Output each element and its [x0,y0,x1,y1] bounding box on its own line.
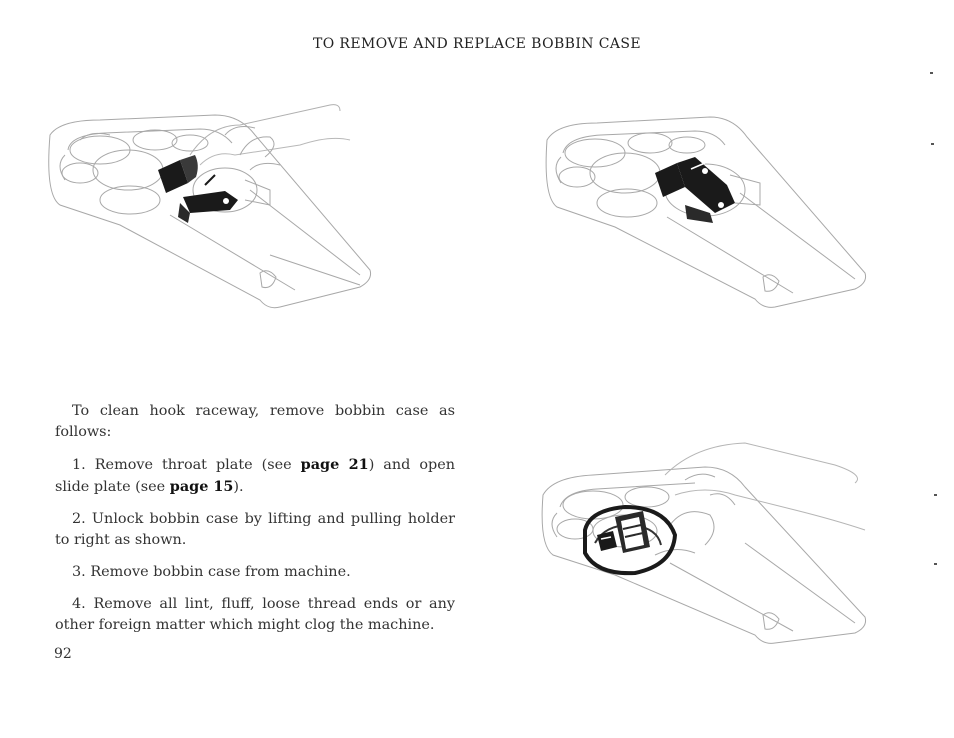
step-4 [55,594,455,636]
scan-speck [930,72,933,74]
page-number: 92 [54,646,72,662]
bobbin-case-unlocked-icon [535,95,875,320]
intro-paragraph: To clean hook raceway, remove bobbin case as follows: [55,403,455,440]
step-1-text-c: ). [233,479,244,495]
step-2 [55,509,455,551]
step-4-number: 4. [72,596,86,612]
step-3 [55,562,455,583]
step-2-text: Unlock bobbin case by lifting and pulling holder to right as shown. [55,511,456,548]
step-3-number: 3. [72,564,86,580]
holder-unlocked-illustration [535,95,875,320]
step-4-text: Remove all lint, fluff, loose thread ends or any other foreign matter which might clog the machine. [55,596,455,633]
scan-speck [934,494,937,496]
page-title: TO REMOVE AND REPLACE BOBBIN CASE [312,36,642,52]
step-1-page-ref-a: page 21 [300,456,369,473]
hand-removing-bobbin-case-icon [535,435,885,650]
instructions-text [55,401,455,647]
scan-speck [934,563,937,565]
step-1 [55,454,455,498]
scan-speck [931,143,934,145]
step-2-number: 2. [72,511,86,527]
unlock-holder-illustration [40,95,380,320]
hand-lifting-bobbin-holder-icon [40,95,380,320]
step-3-text: Remove bobbin case from machine. [90,564,351,580]
remove-case-illustration [535,435,885,650]
step-1-text-a: Remove throat plate (see [94,457,301,473]
step-1-text-b: ) and open slide plate (see [55,457,456,495]
step-1-number: 1. [72,457,86,473]
step-1-page-ref-b: page 15 [169,478,234,495]
